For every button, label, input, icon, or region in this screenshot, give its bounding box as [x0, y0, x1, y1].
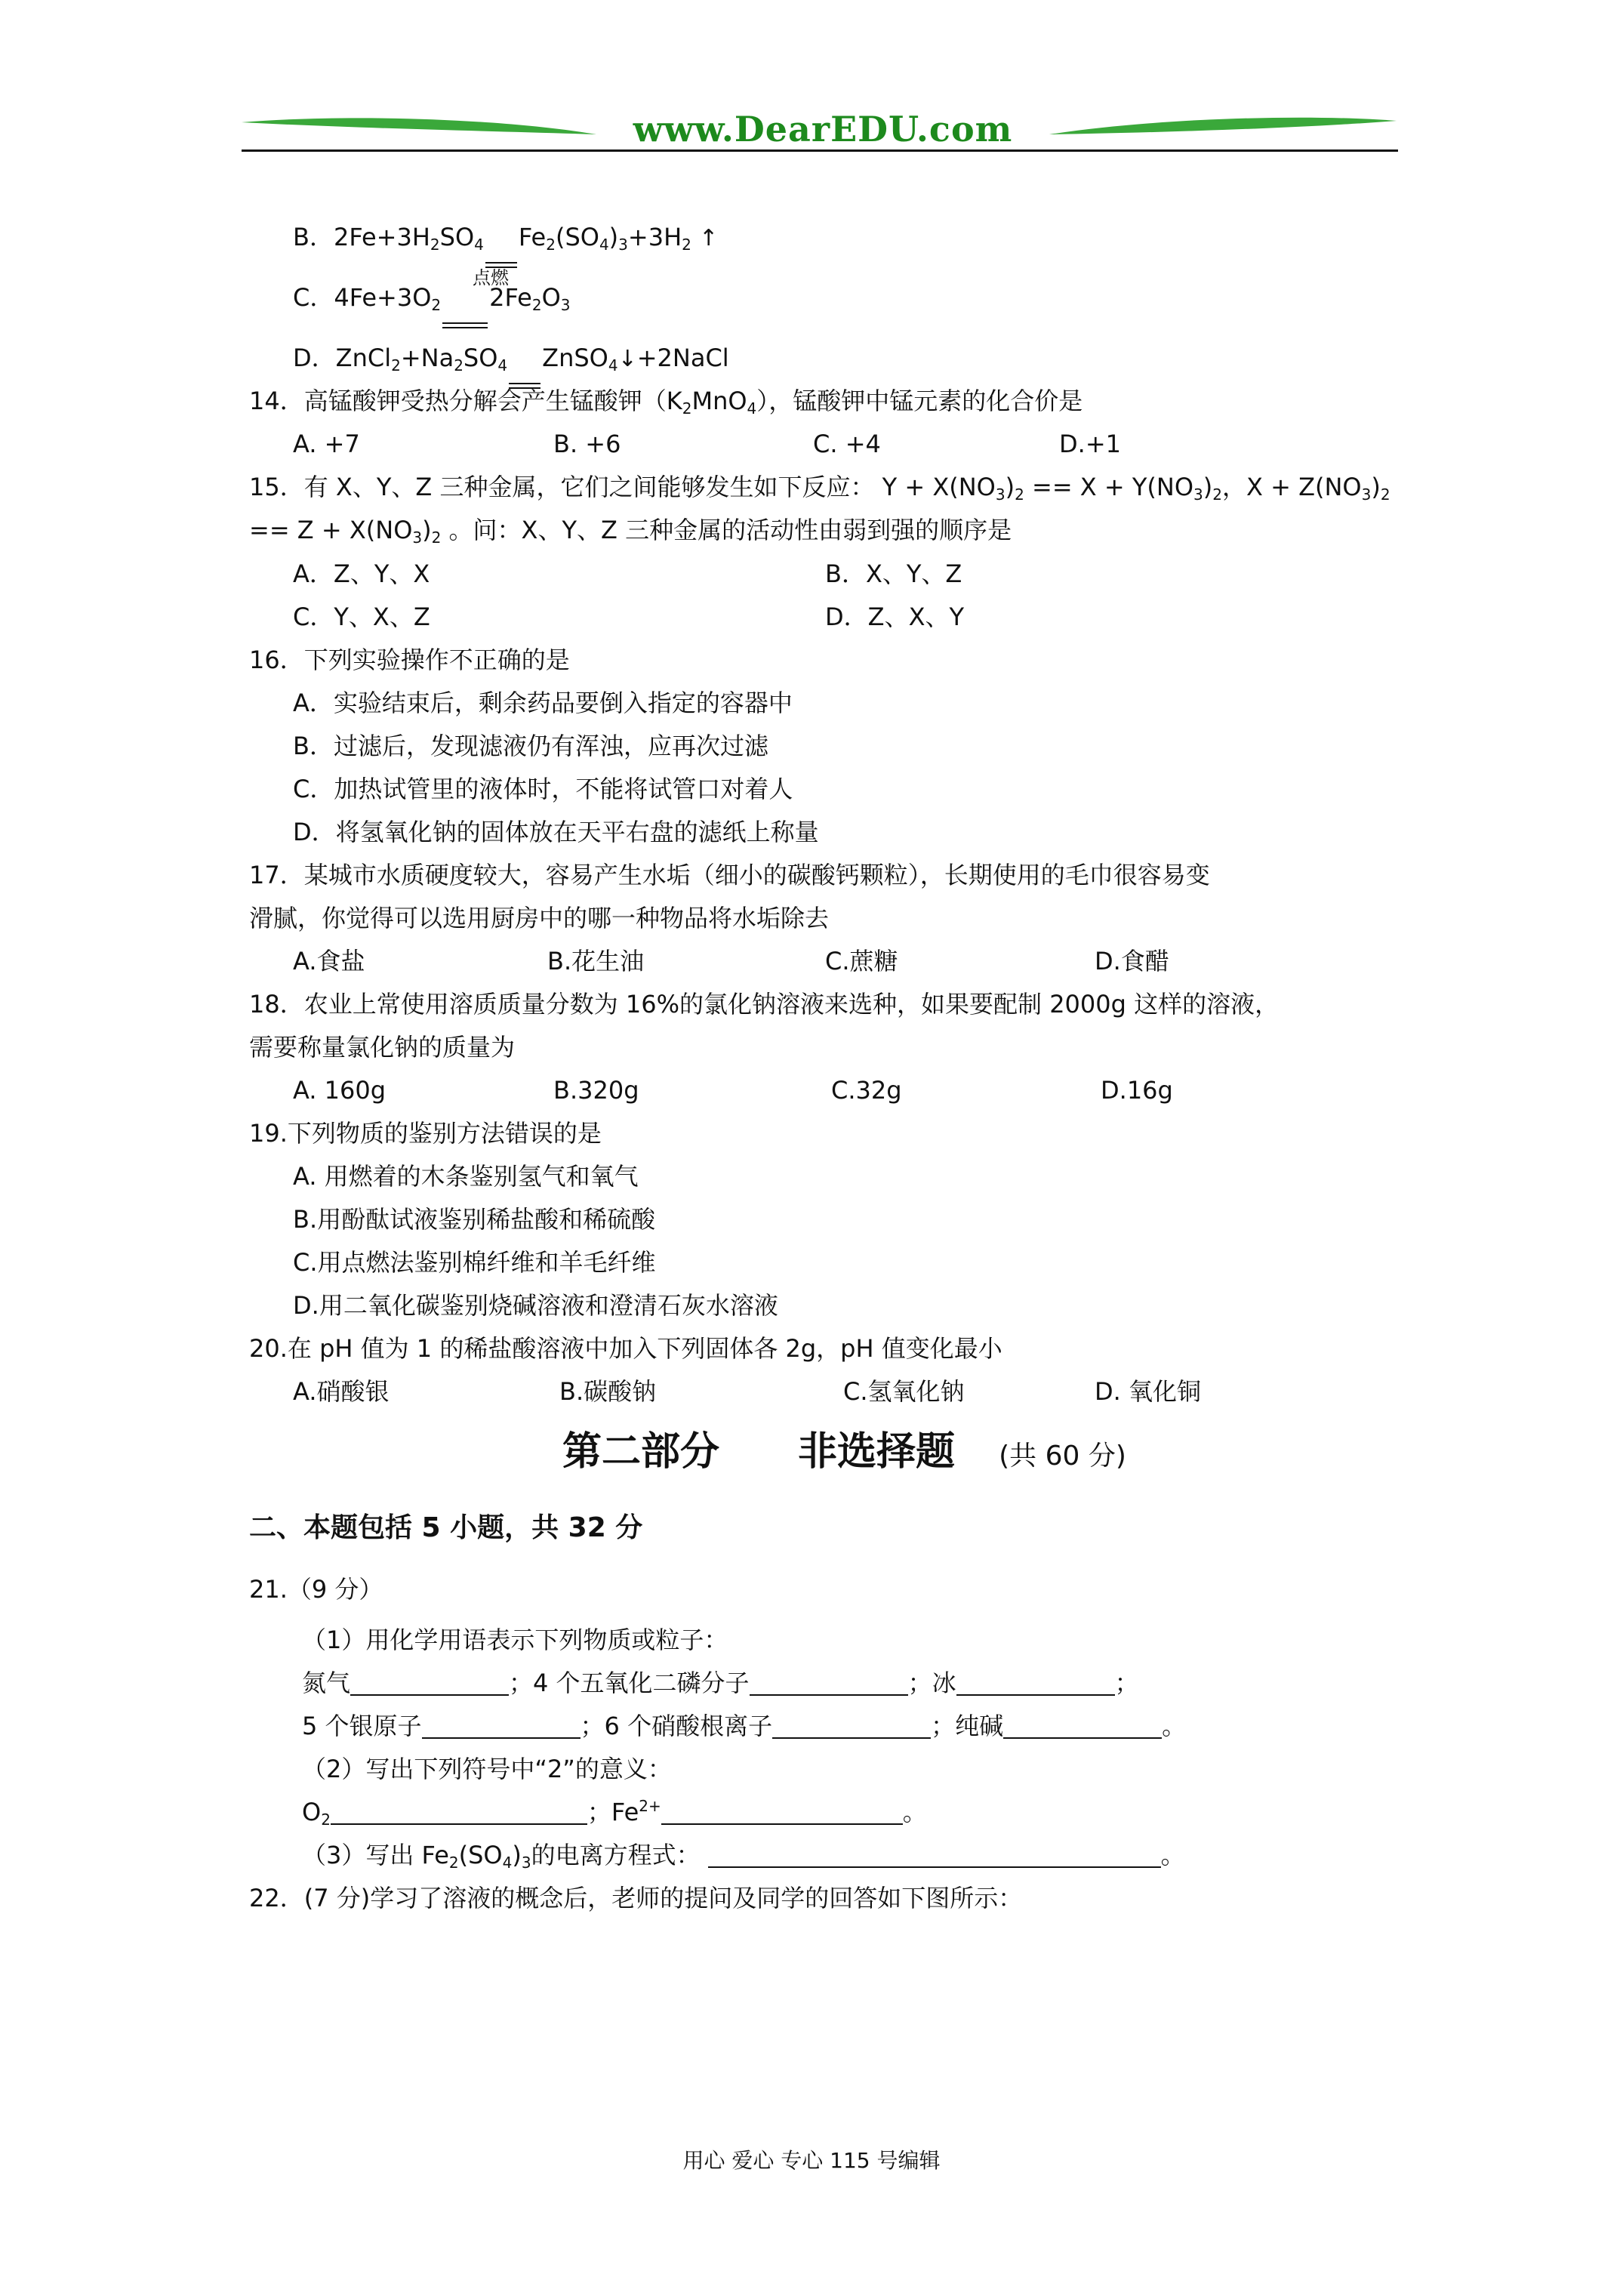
q19-option-d: D.用二氧化碳鉴别烧碱溶液和澄清石灰水溶液: [293, 1291, 778, 1320]
q21-r2-nitrate: ；6 个硝酸根离子: [580, 1712, 773, 1740]
part2-title: 第二部分 非选择题: [562, 1428, 956, 1475]
q15-option-d: D．Z、X、Y: [825, 603, 965, 631]
q20-option-d: D. 氧化铜: [1095, 1377, 1201, 1406]
q21-head: 21.（9 分）: [249, 1575, 383, 1604]
blank-o2[interactable]: [331, 1799, 587, 1825]
q20-stem: 20.在 pH 值为 1 的稀盐酸溶液中加入下列固体各 2g，pH 值变化最小: [249, 1334, 1002, 1363]
logo-text: www.DearEDU.com: [633, 109, 1013, 149]
q20-option-b: B.碳酸钠: [559, 1377, 657, 1406]
q19-option-b: B.用酚酞试液鉴别稀盐酸和稀硫酸: [293, 1205, 656, 1234]
q22-stem: 22．(7 分)学习了溶液的概念后，老师的提问及同学的回答如下图所示：: [249, 1884, 1023, 1912]
q17-option-a: A.食盐: [293, 947, 365, 975]
q14-option-c: C. +4: [813, 430, 881, 458]
q21-part2: （2）写出下列符号中“2”的意义：: [302, 1755, 672, 1783]
q15-stem-line2: == $Z + X(NO_3)_2$ 。问：X、Y、Z 三种金属的活动性由弱到强的顺序是: [249, 516, 1012, 547]
q16-option-b: B．过滤后，发现滤液仍有浑浊，应再次过滤: [293, 732, 768, 760]
q21-row1: [302, 1666, 1139, 1700]
q14-option-a: A. +7: [293, 430, 360, 458]
q13-option-b: B．$2Fe+3H_2SO_4$ $Fe_2(SO_4)_3+3H_2$ ↑: [293, 223, 719, 254]
q16-option-c: C．加热试管里的液体时，不能将试管口对着人: [293, 775, 793, 803]
q21-part3: （3）写出 $Fe_2(SO_4)_3$的电离方程式： 。: [302, 1841, 1185, 1872]
q17-option-c: C.蔗糖: [825, 947, 898, 975]
q21-row3-end: 。: [902, 1798, 927, 1826]
page-footer: 用心 爱心 专心 115 号编辑: [682, 2148, 941, 2173]
q13-option-c: C．$4Fe+3O_2$ $2Fe_2O_3$: [293, 283, 571, 314]
q21-r1-end: ；: [1114, 1669, 1139, 1697]
q18-option-a: A. 160g: [293, 1076, 387, 1105]
q14-stem: 14．高锰酸钾受热分解会产生锰酸钾$(K_2MnO_4)$，锰酸钾中锰元素的化合价是: [249, 387, 1083, 418]
part2-score: (共 60 分): [999, 1441, 1126, 1472]
blank-ionization[interactable]: [708, 1842, 1161, 1868]
header-rule: [242, 149, 1398, 152]
q17-stem-line1: 17．某城市水质硬度较大，容易产生水垢（细小的碳酸钙颗粒），长期使用的毛巾很容易变: [249, 861, 1210, 889]
q19-stem: 19.下列物质的鉴别方法错误的是: [249, 1119, 602, 1148]
blank-fe[interactable]: [661, 1799, 903, 1825]
blank-nitrogen[interactable]: [350, 1670, 509, 1696]
part2-heading: [562, 1419, 1126, 1476]
q16-option-d: D．将氢氧化钠的固体放在天平右盘的滤纸上称量: [293, 818, 819, 846]
q16-option-a: A．实验结束后，剩余药品要倒入指定的容器中: [293, 689, 793, 717]
q15-stem-line1: 15．有 X、Y、Z 三种金属，它们之间能够发生如下反应： $Y + X(NO_3)_2 == X + Y(NO_3)_2$，$X + Z(NO_3)_2$: [249, 473, 1390, 504]
blank-nitrate[interactable]: [772, 1713, 931, 1739]
q21-part1: （1）用化学用语表示下列物质或粒子：: [302, 1626, 728, 1654]
q21-p3-end: 。: [1160, 1841, 1185, 1869]
blank-silver[interactable]: [422, 1713, 581, 1739]
q18-option-c: C.32g: [831, 1076, 902, 1105]
q14-option-d: D.+1: [1059, 430, 1121, 458]
q18-stem-line1: 18．农业上常使用溶质质量分数为 16%的氯化钠溶液来选种，如果要配制 2000g 这样的溶液，: [249, 990, 1280, 1019]
q20-option-a: A.硝酸银: [293, 1377, 390, 1406]
blank-p2o5[interactable]: [750, 1670, 908, 1696]
q21-r2-silver: 5 个银原子: [302, 1712, 422, 1740]
q21-r1-ice: ；冰: [907, 1669, 956, 1697]
section2-heading: 二、本题包括 5 小题，共 32 分: [249, 1512, 643, 1543]
q21-r2-soda: ；纯碱: [931, 1712, 1004, 1740]
q18-stem-line2: 需要称量氯化钠的质量为: [249, 1033, 516, 1062]
q15-option-b: B．X、Y、Z: [825, 559, 962, 588]
q21-r1-p4o10: ；4 个五氧化二磷分子: [509, 1669, 750, 1697]
q13-option-d: D．$ZnCl_2+Na_2SO_4$ ZnSO$_4$↓+2NaCl: [293, 344, 729, 374]
q14-option-b: B. +6: [553, 430, 621, 458]
q13-c-condition: 点燃: [473, 267, 509, 288]
q20-option-c: C.氢氧化钠: [843, 1377, 965, 1406]
q18-option-d: D.16g: [1101, 1076, 1173, 1105]
blank-soda[interactable]: [1003, 1713, 1162, 1739]
q21-r2-end: 。: [1162, 1712, 1187, 1740]
blank-ice[interactable]: [956, 1670, 1115, 1696]
q21-row2: [302, 1709, 1186, 1743]
q16-stem: 16．下列实验操作不正确的是: [249, 646, 570, 674]
q18-option-b: B.320g: [553, 1076, 639, 1105]
q17-stem-line2: 滑腻，你觉得可以选用厨房中的哪一种物品将水垢除去: [249, 904, 830, 932]
q17-option-b: B.花生油: [547, 947, 645, 975]
q19-option-a: A. 用燃着的木条鉴别氢气和氧气: [293, 1162, 639, 1191]
q19-option-c: C.用点燃法鉴别棉纤维和羊毛纤维: [293, 1248, 656, 1277]
q15-option-a: A．Z、Y、X: [293, 559, 430, 588]
q21-r1-nitrogen: 氮气: [302, 1669, 351, 1697]
q17-option-d: D.食醋: [1095, 947, 1169, 975]
q15-option-c: C．Y、X、Z: [293, 603, 430, 631]
q21-row3: $O_2$ ；$Fe^{2+}$ 。: [302, 1797, 927, 1829]
